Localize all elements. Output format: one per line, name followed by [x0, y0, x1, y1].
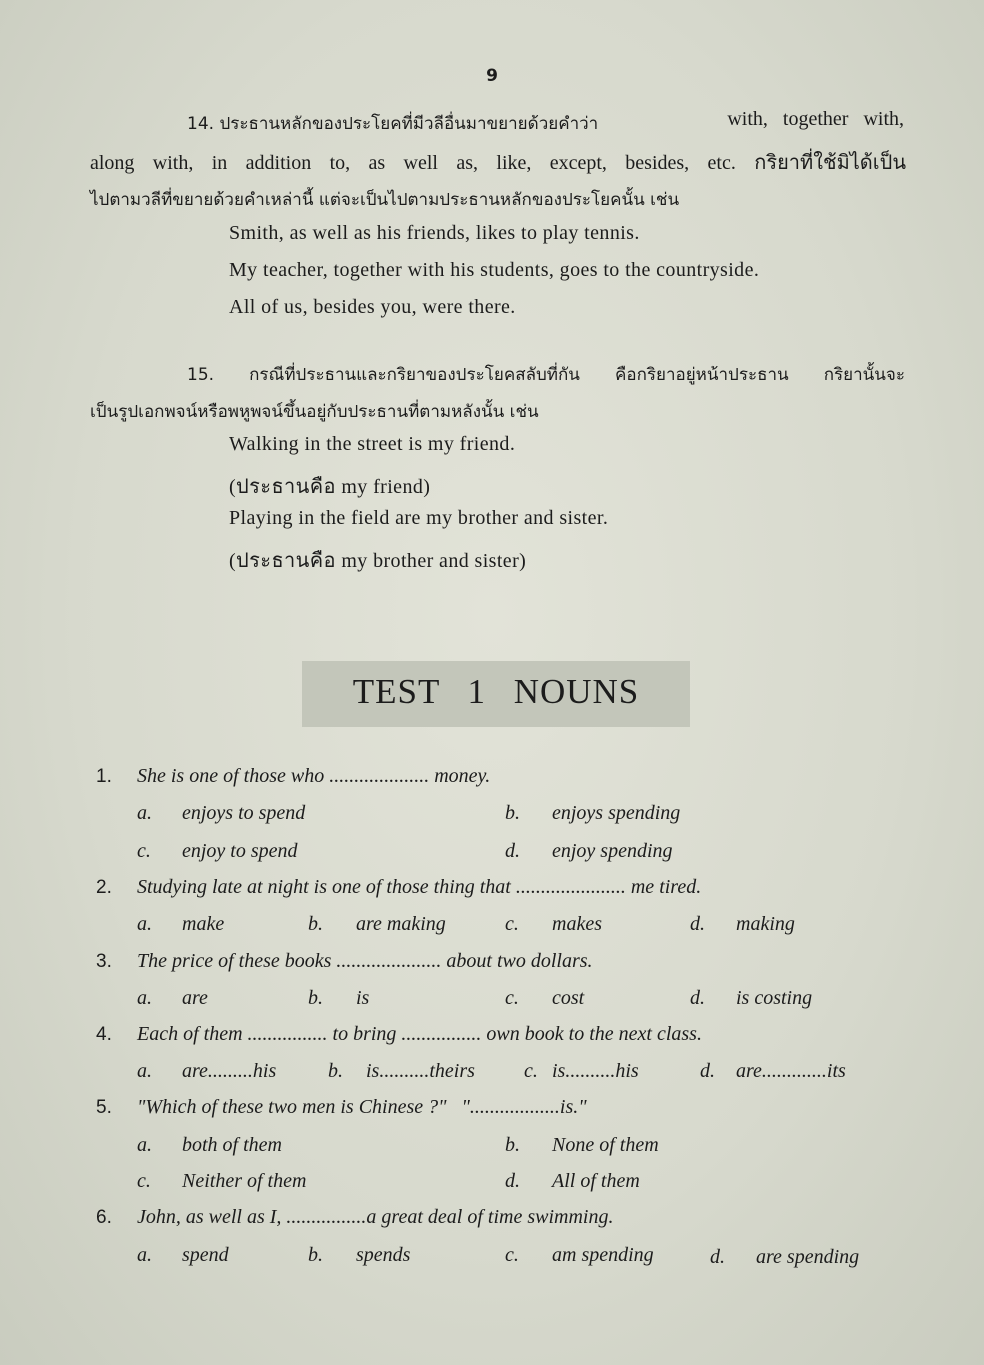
- option-label: c.: [505, 913, 519, 935]
- option-label: c.: [137, 1170, 151, 1192]
- option-label: a.: [137, 1060, 152, 1082]
- option-text: making: [736, 913, 795, 935]
- option-label: a.: [137, 913, 152, 935]
- option-label: b.: [308, 913, 323, 935]
- option-label: b.: [308, 1244, 323, 1266]
- question-6-text: John, as well as I, ................a great deal of time swimming.: [137, 1206, 614, 1228]
- rule14-example-1: Smith, as well as his friends, likes to play tennis.: [229, 222, 640, 244]
- option-text: Neither of them: [182, 1170, 307, 1192]
- question-4-text: Each of them ................ to bring ................ own book to the next class.: [137, 1023, 702, 1045]
- option-label: d.: [710, 1246, 725, 1268]
- option-label: a.: [137, 802, 152, 824]
- option-text: enjoys to spend: [182, 802, 306, 824]
- rule15-line1: 15. กรณีที่ประธานและกริยาของประโยคสลับที่กัน คือกริยาอยู่หน้าประธาน กริยานั้นจะ: [187, 365, 905, 385]
- test-title: TEST 1 NOUNS: [352, 672, 640, 711]
- option-label: c.: [524, 1060, 538, 1082]
- rule14-line1: 14. ประธานหลักของประโยคที่มีวลีอื่นมาขยายด้วยคำว่า: [187, 114, 599, 134]
- question-3-text: The price of these books ..................... about two dollars.: [137, 950, 593, 972]
- option-label: b.: [505, 1134, 520, 1156]
- rule15-example-1-note: (ประธานคือ my friend): [229, 476, 431, 498]
- option-label: b.: [308, 987, 323, 1009]
- option-text: is..........theirs: [366, 1060, 475, 1082]
- rule15-line2: เป็นรูปเอกพจน์หรือพหูพจน์ขึ้นอยู่กับประธานที่ตามหลังนั้น เช่น: [90, 402, 539, 422]
- option-text: am spending: [552, 1244, 654, 1266]
- option-text: are spending: [756, 1246, 860, 1268]
- option-text: is..........his: [552, 1060, 639, 1082]
- option-text: enjoy to spend: [182, 840, 298, 862]
- option-label: b.: [505, 802, 520, 824]
- question-2-text: Studying late at night is one of those thing that ...................... me tired.: [137, 876, 702, 898]
- option-text: is: [356, 987, 370, 1009]
- option-text: All of them: [552, 1170, 640, 1192]
- option-text: both of them: [182, 1134, 282, 1156]
- question-number: 3.: [96, 951, 112, 972]
- option-text: are: [182, 987, 208, 1009]
- question-number: 5.: [96, 1097, 112, 1118]
- option-label: a.: [137, 987, 152, 1009]
- rule14-line1-english: with, together with,: [727, 108, 904, 130]
- page-number: 9: [486, 66, 498, 86]
- rule14-line2: along with, in addition to, as well as, like, except, besides, etc. กริยาที่ใช้มิได้เป็น: [90, 152, 906, 174]
- rule14-example-2: My teacher, together with his students, goes to the countryside.: [229, 259, 760, 281]
- option-text: spend: [182, 1244, 229, 1266]
- question-1-text: She is one of those who .................... money.: [137, 765, 491, 787]
- option-text: makes: [552, 913, 602, 935]
- option-text: enjoy spending: [552, 840, 673, 862]
- option-label: b.: [328, 1060, 343, 1082]
- option-label: d.: [505, 1170, 520, 1192]
- option-text: spends: [356, 1244, 411, 1266]
- option-label: d.: [690, 987, 705, 1009]
- option-text: are.............its: [736, 1060, 846, 1082]
- rule15-example-2: Playing in the field are my brother and sister.: [229, 507, 609, 529]
- option-label: c.: [505, 987, 519, 1009]
- option-text: make: [182, 913, 225, 935]
- option-label: d.: [700, 1060, 715, 1082]
- rule15-example-1: Walking in the street is my friend.: [229, 433, 516, 455]
- option-text: None of them: [552, 1134, 659, 1156]
- question-number: 1.: [96, 766, 112, 787]
- option-label: a.: [137, 1134, 152, 1156]
- rule14-line3: ไปตามวลีที่ขยายด้วยคำเหล่านี้ แต่จะเป็นไปตามประธานหลักของประโยคนั้น เช่น: [90, 190, 680, 210]
- option-label: c.: [505, 1244, 519, 1266]
- rule15-example-2-note: (ประธานคือ my brother and sister): [229, 550, 527, 572]
- option-label: d.: [505, 840, 520, 862]
- question-5-text: "Which of these two men is Chinese ?" "..................is.": [137, 1096, 587, 1118]
- question-number: 2.: [96, 877, 112, 898]
- question-number: 6.: [96, 1207, 112, 1228]
- option-label: c.: [137, 840, 151, 862]
- option-label: a.: [137, 1244, 152, 1266]
- rule14-example-3: All of us, besides you, were there.: [229, 296, 516, 318]
- option-text: is costing: [736, 987, 813, 1009]
- option-text: cost: [552, 987, 585, 1009]
- option-text: enjoys spending: [552, 802, 681, 824]
- option-text: are.........his: [182, 1060, 277, 1082]
- question-number: 4.: [96, 1024, 112, 1045]
- option-label: d.: [690, 913, 705, 935]
- option-text: are making: [356, 913, 446, 935]
